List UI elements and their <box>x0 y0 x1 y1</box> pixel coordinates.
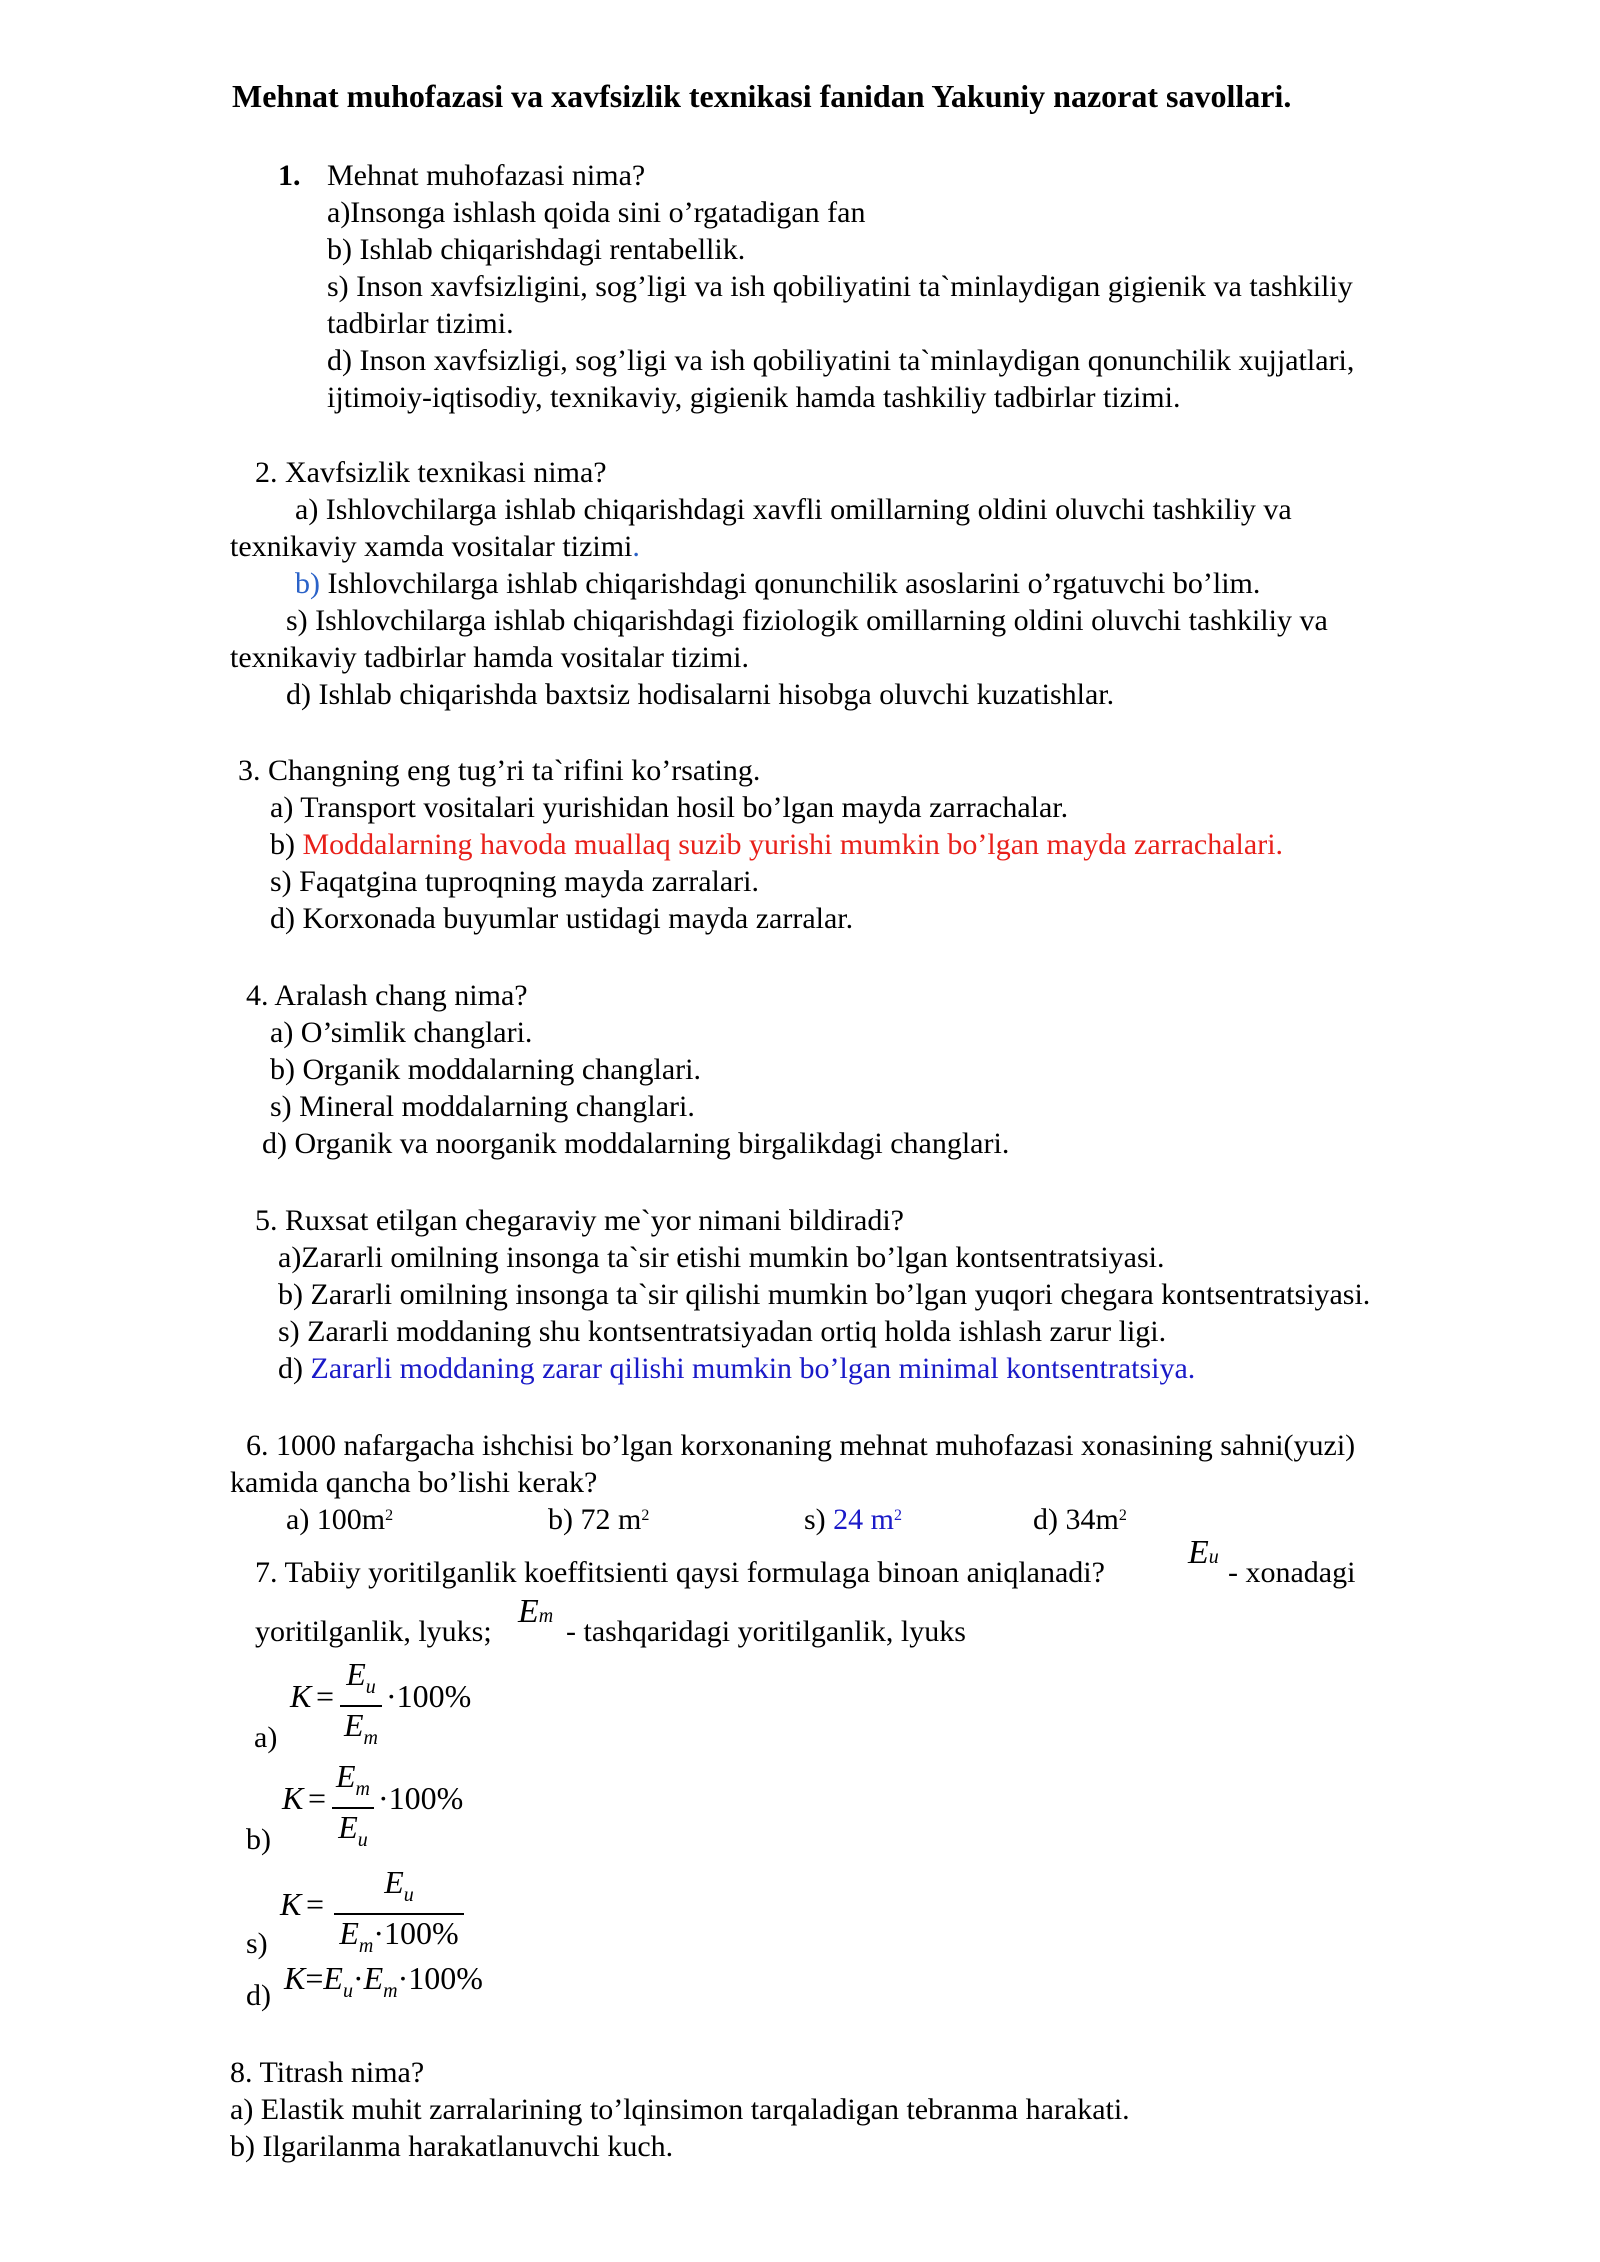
q5-correct-answer: Zararli moddaning zarar qilishi mumkin bo’lgan minimal kontsentratsiya. <box>310 1352 1196 1385</box>
q2-question: 2. Xavfsizlik texnikasi nima? <box>255 456 607 489</box>
q3-option-b: b) Moddalarning havoda muallaq suzib yurishi mumkin bo’lgan mayda zarrachalari. <box>270 828 1284 861</box>
q2-option-b-label: b) <box>295 567 320 600</box>
q7-option-a-label: a) <box>254 1721 278 1754</box>
q6-option-d: d) $34m^2$ <box>1033 1503 1127 1536</box>
q4-option-a: a) O’simlik changlari. <box>270 1016 533 1049</box>
q8-option-a: a) Elastik muhit zarralarining to’lqinsimon tarqaladigan tebranma harakati. <box>230 2093 1130 2126</box>
q1-number: 1. <box>278 159 301 192</box>
q4-question: 4. Aralash chang nima? <box>246 979 528 1012</box>
q7-formula-d: $K=E_u\cdot E_m\cdot 100\%$ <box>284 1960 483 2002</box>
q3-option-a: a) Transport vositalari yurishidan hosil bo’lgan mayda zarrachalar. <box>270 791 1069 824</box>
q7-symbol-eu: Eu <box>1188 1534 1219 1571</box>
q5-option-b: b) Zararli omilning insonga ta`sir qilishi mumkin bo’lgan yuqori chegara kontsentratsiyasi. <box>278 1278 1371 1311</box>
q3-correct-answer: Moddalarning havoda muallaq suzib yurishi mumkin bo’lgan mayda zarrachalari. <box>302 828 1284 861</box>
q2-option-a-line2: texnikaviy xamda vositalar tizimi. <box>230 530 640 563</box>
q2-option-s-line1: s) Ishlovchilarga ishlab chiqarishdagi fiziologik omillarning oldini oluvchi tashkiliy va <box>286 604 1328 637</box>
q7-option-s-label: s) <box>246 1927 268 1960</box>
q7-tashqaridagi: - tashqaridagi yoritilganlik, lyuks <box>566 1615 966 1648</box>
q3-option-d: d) Korxonada buyumlar ustidagi mayda zarralar. <box>270 902 854 935</box>
q8-option-b: b) Ilgarilanma harakatlanuvchi kuch. <box>230 2130 674 2163</box>
q8-question: 8. Titrash nima? <box>230 2056 425 2089</box>
q5-option-s: s) Zararli moddaning shu kontsentratsiyadan ortiq holda ishlash zarur ligi. <box>278 1315 1167 1348</box>
q3-option-s: s) Faqatgina tuproqning mayda zarralari. <box>270 865 759 898</box>
q1-option-s-line2: tadbirlar tizimi. <box>327 307 514 340</box>
q2-option-b: b) Ishlovchilarga ishlab chiqarishdagi qonunchilik asoslarini o’rgatuvchi bo’lim. <box>295 567 1261 600</box>
q2-option-d: d) Ishlab chiqarishda baxtsiz hodisalarni hisobga oluvchi kuzatishlar. <box>286 678 1115 711</box>
q5-question: 5. Ruxsat etilgan chegaraviy me`yor nimani bildiradi? <box>255 1204 904 1237</box>
q4-option-d: d) Organik va noorganik moddalarning birgalikdagi changlari. <box>262 1127 1010 1160</box>
q6-option-a: a) $100m^2$ <box>286 1503 394 1536</box>
q6-option-b: b) 72 $m^2$ <box>548 1503 650 1536</box>
q1-option-s-line1: s) Inson xavfsizligini, sog’ligi va ish qobiliyatini ta`minlaydigan gigienik va tashkiliy <box>327 270 1353 303</box>
q1-option-b: b) Ishlab chiqarishdagi rentabellik. <box>327 233 746 266</box>
q5-option-d: d) Zararli moddaning zarar qilishi mumkin bo’lgan minimal kontsentratsiya. <box>278 1352 1196 1385</box>
q7-option-d-label: d) <box>246 1979 271 2012</box>
q1-option-d-line2: ijtimoiy-iqtisodiy, texnikaviy, gigienik hamda tashkiliy tadbirlar tizimi. <box>327 381 1181 414</box>
q1-option-a: a)Insonga ishlash qoida sini o’rgatadigan fan <box>327 196 866 229</box>
q6-question-line1: 6. 1000 nafargacha ishchisi bo’lgan korxonaning mehnat muhofazasi xonasining sahni(yuzi) <box>246 1429 1356 1462</box>
q4-option-b: b) Organik moddalarning changlari. <box>270 1053 701 1086</box>
q2-option-a-line1: a) Ishlovchilarga ishlab chiqarishdagi xavfli omillarning oldini oluvchi tashkiliy va <box>295 493 1292 526</box>
page-title: Mehnat muhofazasi va xavfsizlik texnikasi fanidan Yakuniy nazorat savollari. <box>232 78 1292 114</box>
q7-xonadagi: - xonadagi <box>1228 1556 1356 1589</box>
q1-question: Mehnat muhofazasi nima? <box>327 159 646 192</box>
q4-option-s: s) Mineral moddalarning changlari. <box>270 1090 695 1123</box>
q7-option-b-label: b) <box>246 1823 271 1856</box>
q2-option-s-line2: texnikaviy tadbirlar hamda vositalar tizimi. <box>230 641 750 674</box>
q3-question: 3. Changning eng tug’ri ta`rifini ko’rsating. <box>238 754 761 787</box>
q7-question-line1: 7. Tabiiy yoritilganlik koeffitsienti qaysi formulaga binoan aniqlanadi? <box>255 1556 1105 1589</box>
q6-option-s: s) 24 $m^2$ <box>804 1503 903 1536</box>
q1-option-d-line1: d) Inson xavfsizligi, sog’ligi va ish qobiliyatini ta`minlaydigan qonunchilik xujjatlari, <box>327 344 1355 377</box>
q5-option-a: a)Zararli omilning insonga ta`sir etishi mumkin bo’lgan kontsentratsiyasi. <box>278 1241 1165 1274</box>
q7-symbol-em: Em <box>518 1593 554 1630</box>
q6-question-line2: kamida qancha bo’lishi kerak? <box>230 1466 598 1499</box>
q7-question-line2: yoritilganlik, lyuks; <box>255 1615 492 1648</box>
